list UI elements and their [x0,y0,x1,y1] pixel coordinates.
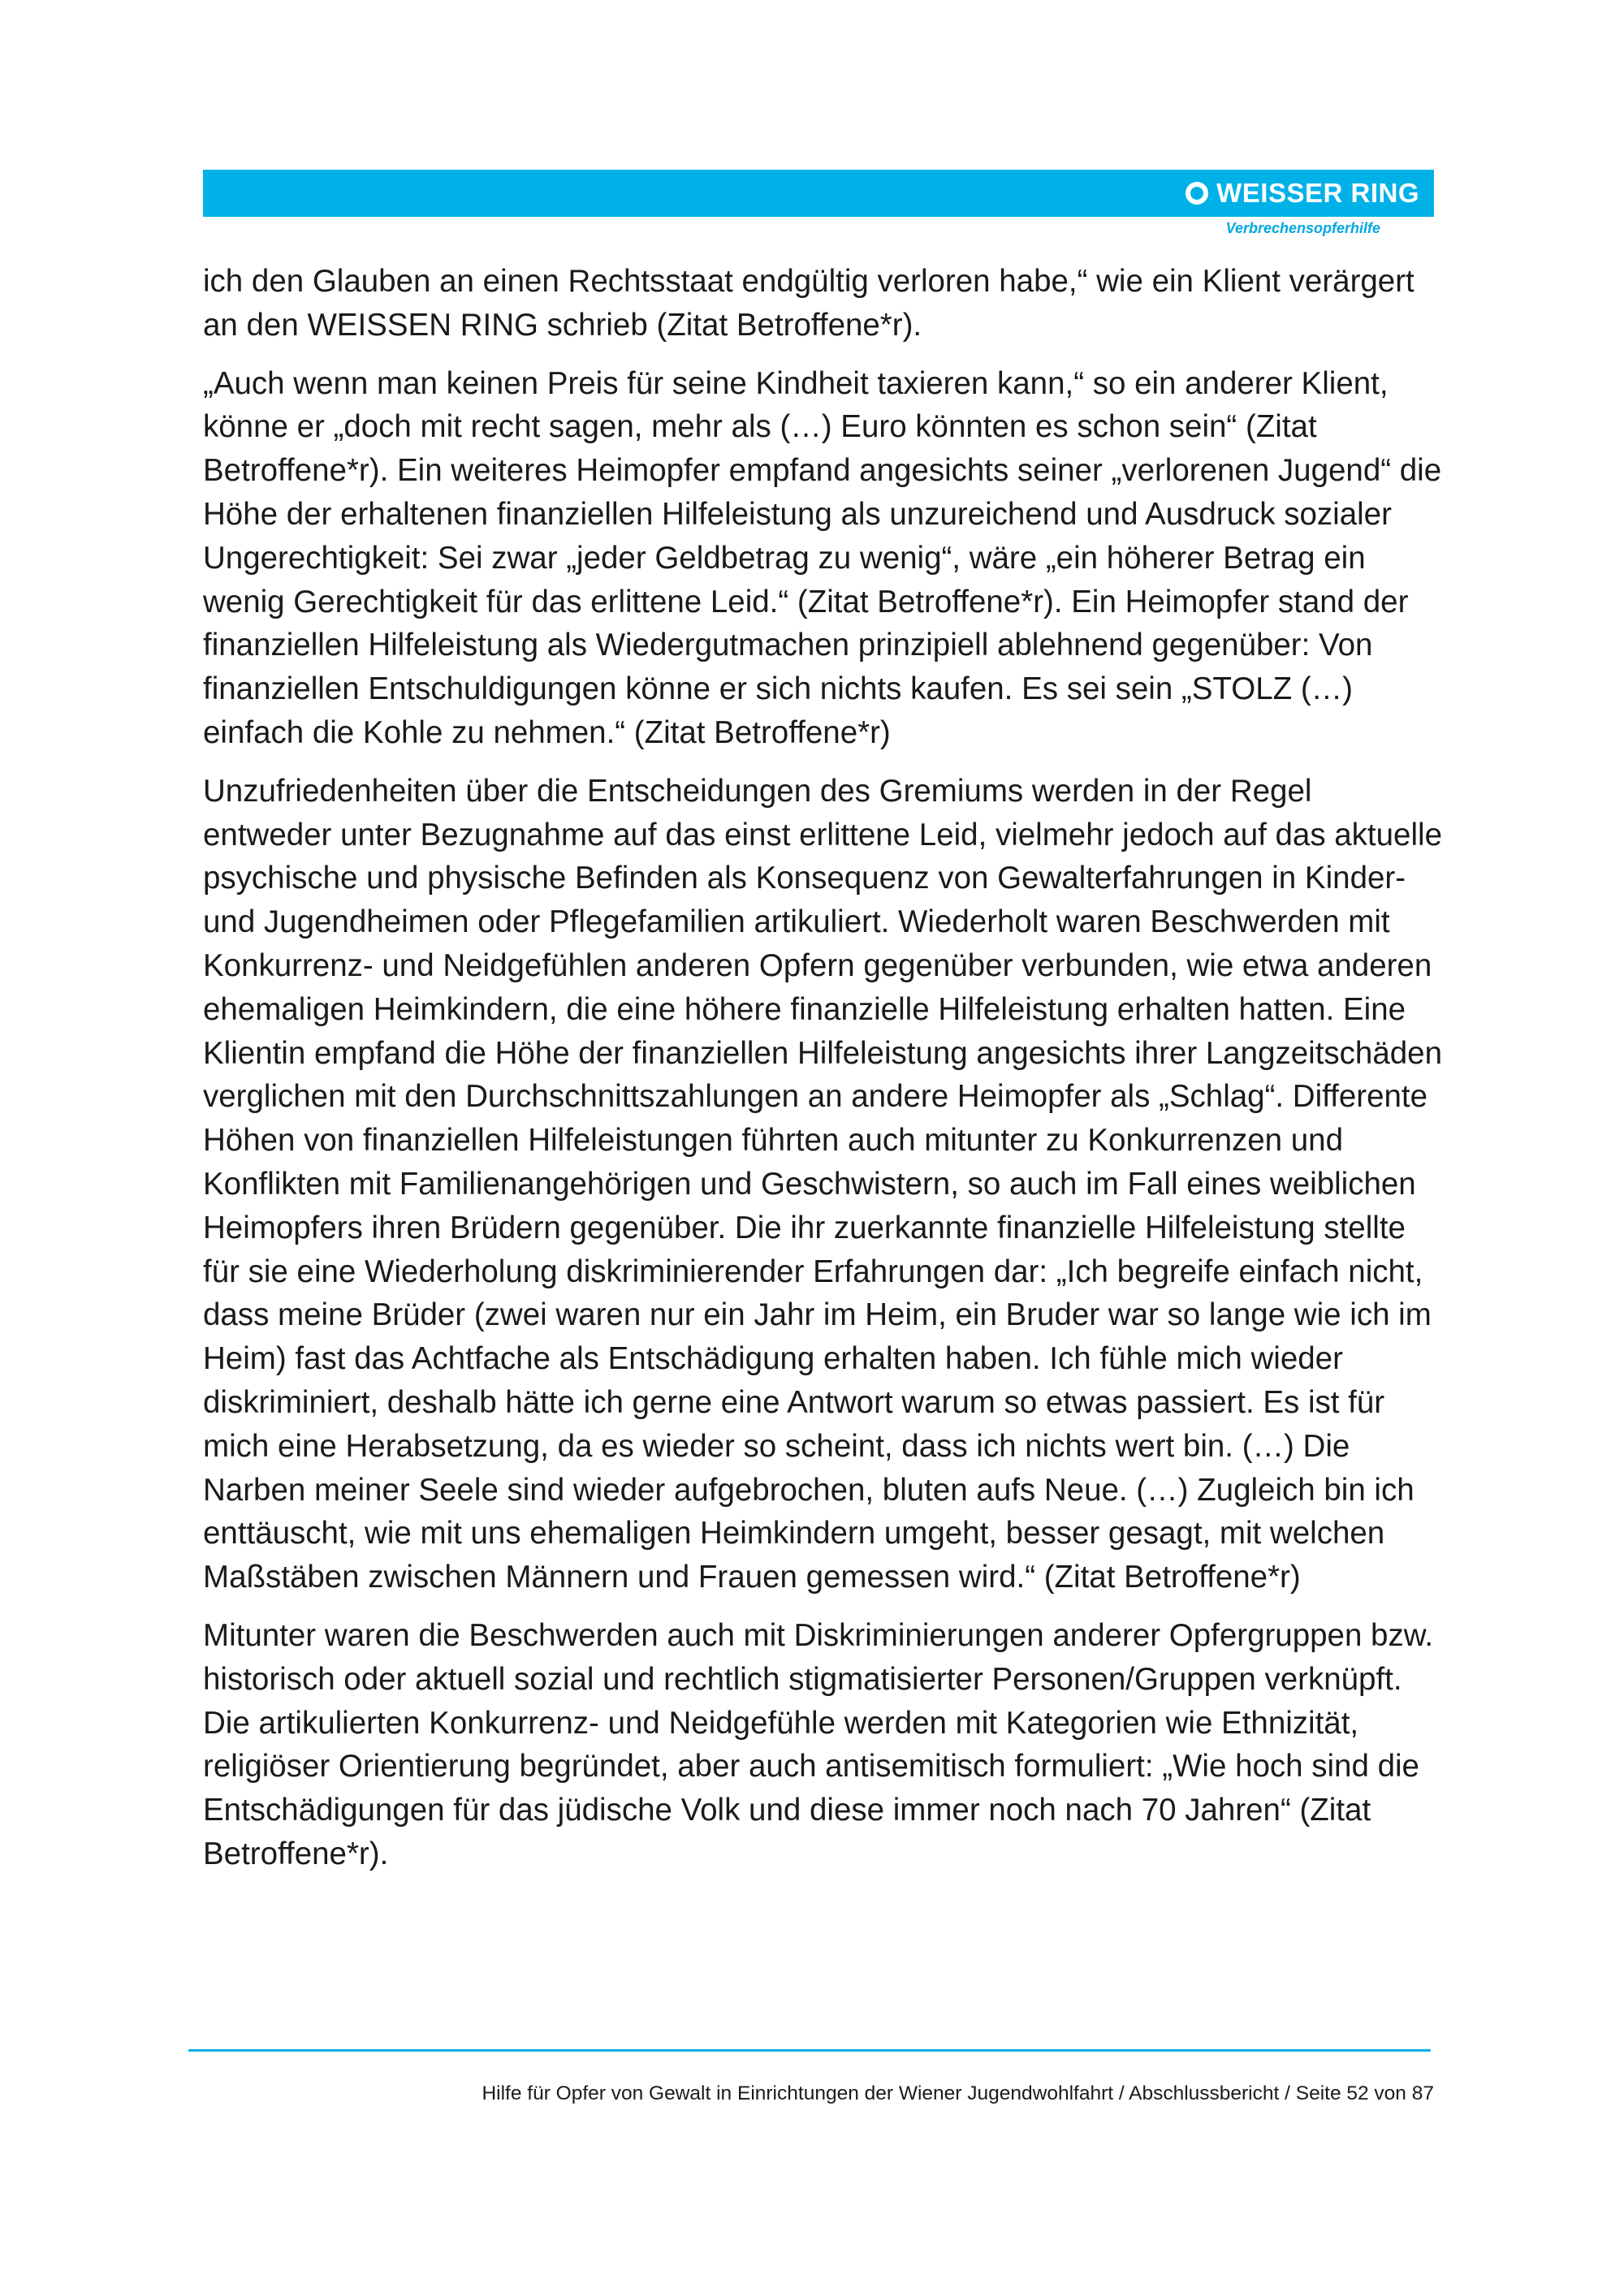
logo-tagline: Verbrechensopferhilfe [1225,220,1380,236]
paragraph: Mitunter waren die Beschwerden auch mit Diskriminierungen anderer Opfergruppen bzw. historisch oder aktuell sozial und rechtlich stigmatisierter Personen/Gruppen verknüpft. Die artikulierten Konkurrenz- und Neidgefühle werden mit Kategorien wie Ethnizität, religiöser Orientierung begründet, aber auch antisemitisch formuliert: „Wie hoch sind die Entschädigungen für das jüdische Volk und diese immer noch nach 70 Jahren“ (Zitat Betroffene*r). [203,1617,1434,1871]
paragraph: ich den Glauben an einen Rechtsstaat endgültig verloren habe,“ wie ein Klient verärgert an den WEISSEN RING schrieb (Zitat Betroffene*r). [203,264,1415,343]
paragraph: „Auch wenn man keinen Preis für seine Kindheit taxieren kann,“ so ein anderer Klient, könne er „doch mit recht sagen, mehr als (…) Euro könnten es schon sein“ (Zitat Betroffene*r). Ein weiteres Heimopfer empfand angesichts seiner „verlorenen Jugend“ die Höhe der erhaltenen finanziellen Hilfeleistung als unzureichend und Ausdruck sozialer Ungerechtigkeit: Sei zwar „jeder Geldbetrag zu wenig“, wäre „ein höherer Betrag ein wenig Gerechtigkeit für das erlittene Leid.“ (Zitat Betroffene*r). Ein Heimopfer stand der finanziellen Hilfeleistung als Wiedergutmachen prinzipiell ablehnend gegenüber: Von finanziellen Entschuldigungen könne er sich nichts kaufen. Es sei sein „STOLZ (…) einfach die Kohle zu nehmen.“ (Zitat Betroffene*r) [203,365,1442,750]
page-footer: Hilfe für Opfer von Gewalt in Einrichtungen der Wiener Jugendwohlfahrt / Abschlussbericht / Seite 52 von 87 [482,2082,1434,2104]
footer-divider [188,2049,1431,2052]
logo-text: WEISSER RING [1216,178,1419,208]
weisser-ring-logo [1186,175,1419,212]
paragraph: Unzufriedenheiten über die Entscheidungen des Gremiums werden in der Regel entweder unter Bezugnahme auf das einst erlittene Leid, vielmehr jedoch auf das aktuelle psychische und physische Befinden als Konsequenz von Gewalterfahrungen in Kinder- und Jugendheimen oder Pflegefamilien artikuliert. Wiederholt waren Beschwerden mit Konkurrenz- und Neidgefühlen anderen Opfern gegenüber verbunden, wie etwa anderen ehemaligen Heimkindern, die eine höhere finanzielle Hilfeleistung erhalten hatten. Eine Klientin empfand die Höhe der finanziellen Hilfeleistung angesichts ihrer Langzeitschäden verglichen mit den Durchschnittszahlungen an andere Heimopfer als „Schlag“. Differente Höhen von finanziellen Hilfeleistungen führten auch mitunter zu Konkurrenzen und Konflikten mit Familienangehörigen und Geschwistern, so auch im Fall eines weiblichen Heimopfers ihren Brüdern gegenüber. Die ihr zuerkannte finanzielle Hilfeleistung stellte für sie eine Wiederholung diskriminierender Erfahrungen dar: „Ich begreife einfach nicht, dass meine Brüder (zwei waren nur ein Jahr im Heim, ein Bruder war so lange wie ich im Heim) fast das Achtfache als Entschädigung erhalten haben. Ich fühle mich wieder diskriminiert, deshalb hätte ich gerne eine Antwort warum so etwas passiert. Es ist für mich eine Herabsetzung, da es wieder so scheint, dass ich nichts wert bin. (…) Die Narben meiner Seele sind wieder aufgebrochen, bluten aufs Neue. (…) Zugleich bin ich enttäuscht, wie mit uns ehemaligen Heimkindern umgeht, besser gesagt, mit welchen Maßstäben zwischen Männern und Frauen gemessen wird.“ (Zitat Betroffene*r) [203,773,1442,1595]
document-body [203,260,1445,1891]
header-band [203,170,1434,217]
ring-icon [1186,182,1208,205]
